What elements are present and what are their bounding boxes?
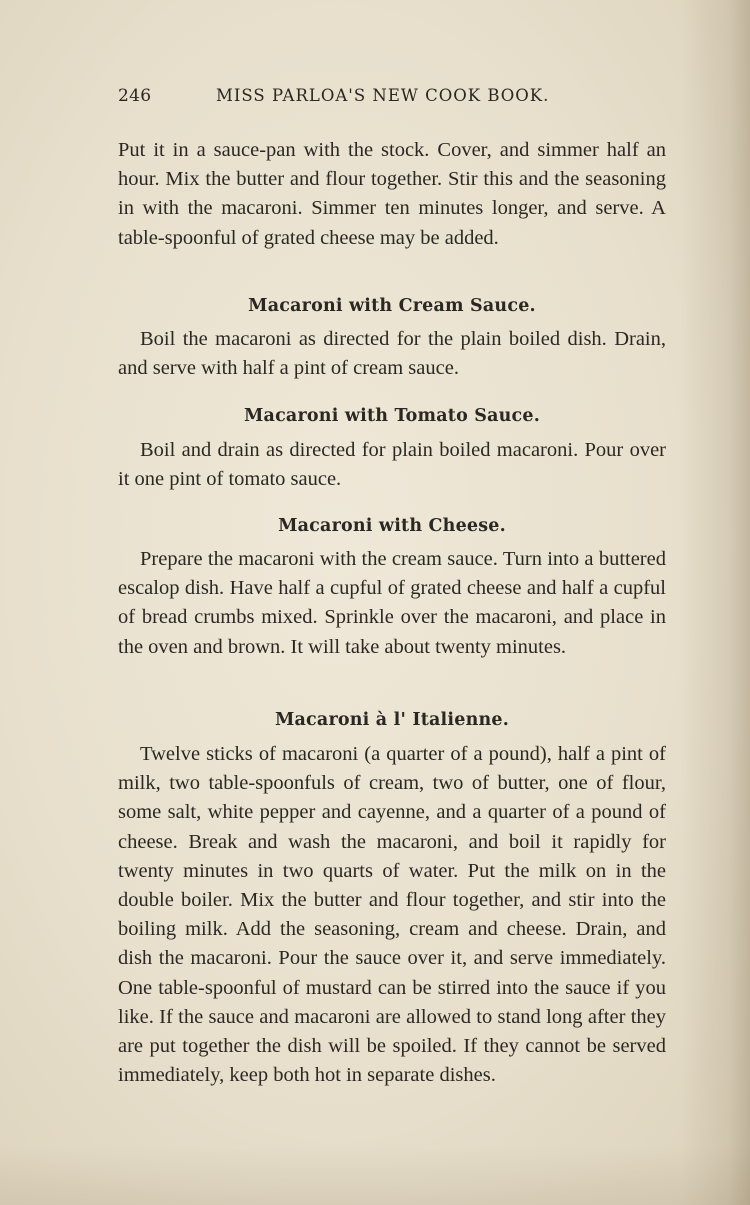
recipe-text-cheese: Prepare the macaroni with the cream sauce. Turn into a buttered escalop dish. Have half a cupful of grated cheese and half a cupful of bread crumbs mixed. Sprinkle over the macaroni, and place in the oven and brown. It will take about twenty minutes.	[118, 548, 666, 658]
running-head	[118, 86, 568, 112]
page-number: 246	[118, 86, 152, 106]
intro-paragraph: Put it in a sauce-pan with the stock. Cover, and simmer half an hour. Mix the butter and flour together. Stir this and the seasoning in with the macaroni. Simmer ten minutes longer, and serve. A table-spoonful of grated cheese may be added.	[118, 139, 666, 249]
book-title: MISS PARLOA'S NEW COOK BOOK.	[216, 86, 550, 105]
recipe-text-cream-sauce: Boil the macaroni as directed for the plain boiled dish. Drain, and serve with half a pint of cream sauce.	[118, 328, 666, 380]
recipe-heading-cream-sauce: Macaroni with Cream Sauce.	[248, 296, 536, 316]
recipe-text-italienne: Twelve sticks of macaroni (a quarter of a pound), half a pint of milk, two table-spoonfuls of cream, two of butter, one of flour, some salt, white pepper and cayenne, and a quarter of a pound of cheese. Break and wash the macaroni, and boil it rapidly for twenty minutes in two quarts of water. Put the milk on in the double boiler. Mix the butter and flour together, and stir into the boiling milk. Add the seasoning, cream and cheese. Drain, and dish the macaroni. Pour the sauce over it, and serve immediately. One table-spoonful of mustard can be stirred into the sauce if you like. If the sauce and macaroni are allowed to stand long after they are put together the dish will be spoiled. If they cannot be served immediately, keep both hot in separate dishes.	[118, 743, 666, 1087]
page-edge-shadow	[680, 0, 750, 1205]
page-bottom-shadow	[0, 1145, 750, 1205]
recipe-heading-tomato-sauce: Macaroni with Tomato Sauce.	[243, 406, 541, 426]
recipe-heading-italienne: Macaroni à l' Italienne.	[274, 710, 510, 730]
recipe-text-tomato-sauce: Boil and drain as directed for plain boiled macaroni. Pour over it one pint of tomato sauce.	[118, 439, 666, 491]
recipe-heading-cheese: Macaroni with Cheese.	[278, 516, 506, 536]
